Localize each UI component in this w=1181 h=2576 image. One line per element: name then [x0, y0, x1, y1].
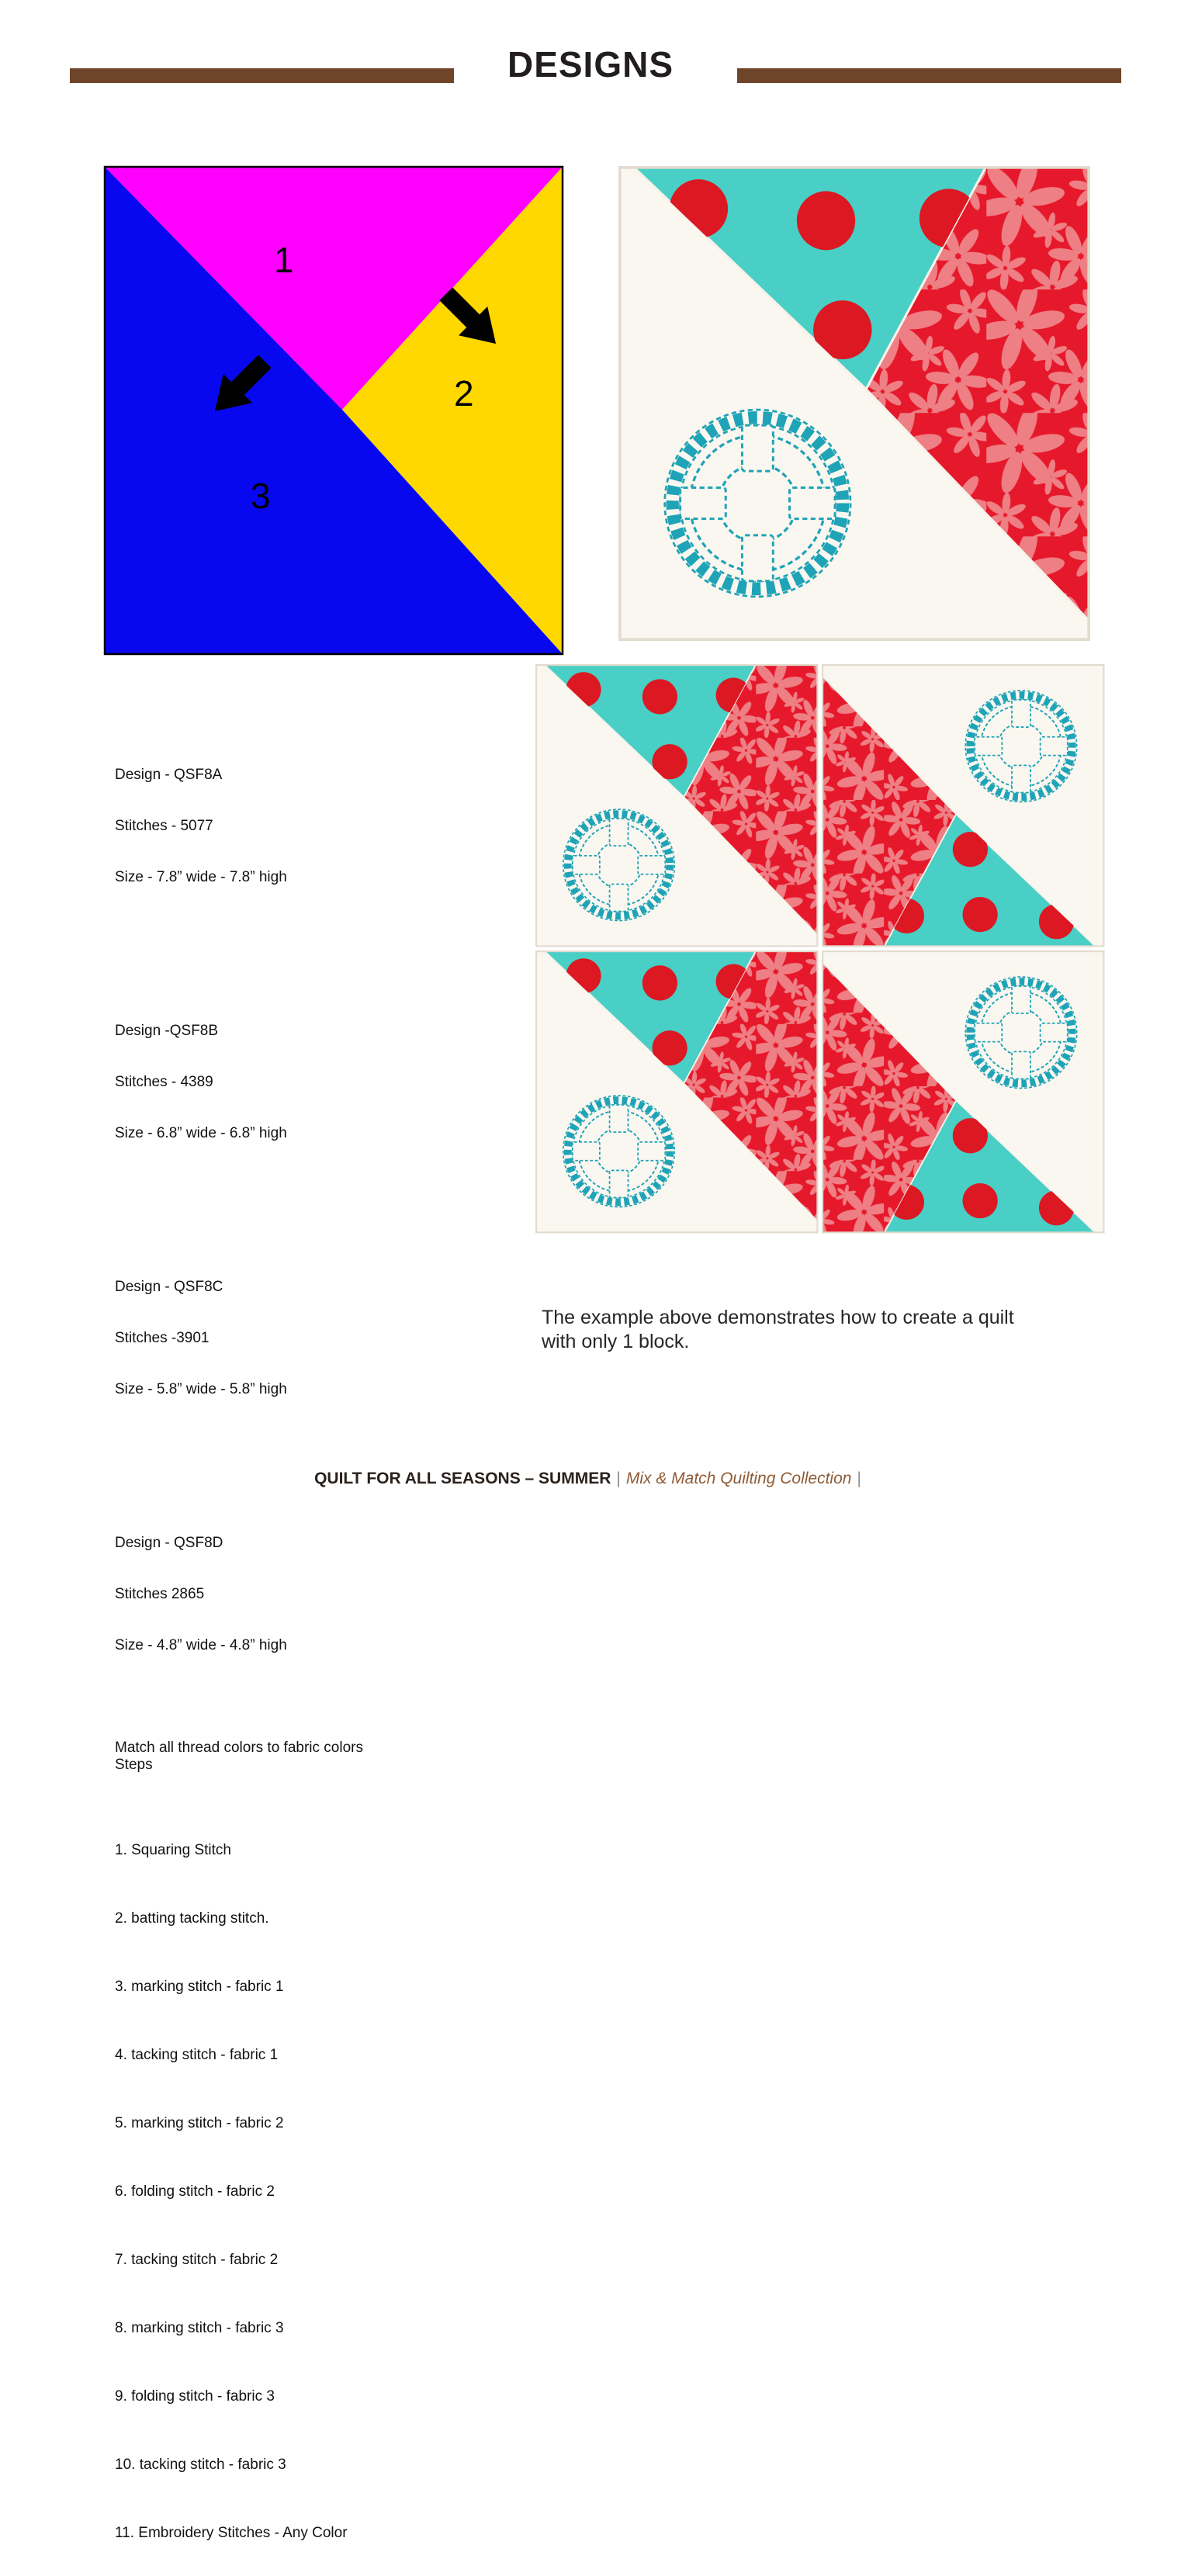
block-piecing-diagram [103, 165, 564, 656]
design-spec-list [115, 664, 480, 1740]
caption-line-2: with only 1 block. [542, 1331, 690, 1352]
step-line: 1. Squaring Stitch [115, 1842, 231, 1858]
step-line: 2. batting tacking stitch. [115, 1910, 269, 1927]
fabric-1-number-label: 1 [274, 240, 294, 280]
step-line: 10. tacking stitch - fabric 3 [115, 2457, 286, 2473]
spec-stitches-line: Stitches -3901 [115, 1330, 210, 1346]
quilt-block-top-left [535, 664, 819, 947]
spec-size-line: Size - 6.8” wide - 6.8” high [115, 1125, 287, 1141]
spec-design-line: Design -QSF8B [115, 1023, 219, 1039]
example-caption [542, 1306, 1085, 1354]
quilt-block-bottom-right [822, 950, 1105, 1234]
page-title: DESIGNS [507, 44, 674, 85]
page-footer [0, 1470, 1181, 1488]
spec-stitches-line: Stitches - 4389 [115, 1074, 213, 1090]
spec-size-line: Size - 7.8” wide - 7.8” high [115, 869, 287, 885]
step-line: 11. Embroidery Stitches - Any Color [115, 2525, 348, 2541]
quilt-block-top-right [822, 664, 1105, 947]
fabric-2-number-label: 2 [454, 373, 474, 414]
design-spec [115, 732, 480, 920]
step-line: 7. tacking stitch - fabric 2 [115, 2252, 279, 2268]
spec-design-line: Design - QSF8D [115, 1535, 223, 1551]
spec-stitches-line: Stitches 2865 [115, 1586, 205, 1602]
spec-design-line: Design - QSF8C [115, 1279, 223, 1295]
quilt-block [618, 166, 1090, 641]
footer-series-title: QUILT FOR ALL SEASONS – SUMMER [314, 1470, 611, 1487]
caption-line-1: The example above demonstrates how to create a quilt [542, 1307, 1014, 1328]
design-info [115, 664, 480, 2576]
step-line: 8. marking stitch - fabric 3 [115, 2320, 284, 2336]
spec-stitches-line: Stitches - 5077 [115, 818, 213, 834]
steps-title: Steps [115, 1757, 153, 1773]
design-spec [115, 1501, 480, 1688]
step-line: 5. marking stitch - fabric 2 [115, 2115, 284, 2131]
spec-design-line: Design - QSF8A [115, 767, 223, 783]
four-block-quilt-photo [535, 664, 1105, 1234]
footer-collection-name: Mix & Match Quilting Collection [625, 1470, 852, 1487]
thread-note: Match all thread colors to fabric colors [115, 1740, 363, 1756]
fabric-3-number-label: 3 [251, 476, 271, 516]
footer-separator-1: | [616, 1470, 621, 1487]
spec-size-line: Size - 4.8” wide - 4.8” high [115, 1637, 287, 1653]
step-line: 9. folding stitch - fabric 3 [115, 2388, 275, 2405]
quilt-block-bottom-left [535, 950, 819, 1234]
steps-list [115, 1774, 480, 2576]
footer-separator-2: | [857, 1470, 861, 1487]
design-spec [115, 989, 480, 1176]
step-line: 6. folding stitch - fabric 2 [115, 2183, 275, 2200]
spec-size-line: Size - 5.8” wide - 5.8” high [115, 1381, 287, 1397]
step-line: 4. tacking stitch - fabric 1 [115, 2047, 279, 2063]
design-spec [115, 1245, 480, 1432]
title-rule-right [737, 68, 1121, 83]
quilt-block-photo [618, 166, 1090, 641]
step-line: 3. marking stitch - fabric 1 [115, 1979, 284, 1995]
